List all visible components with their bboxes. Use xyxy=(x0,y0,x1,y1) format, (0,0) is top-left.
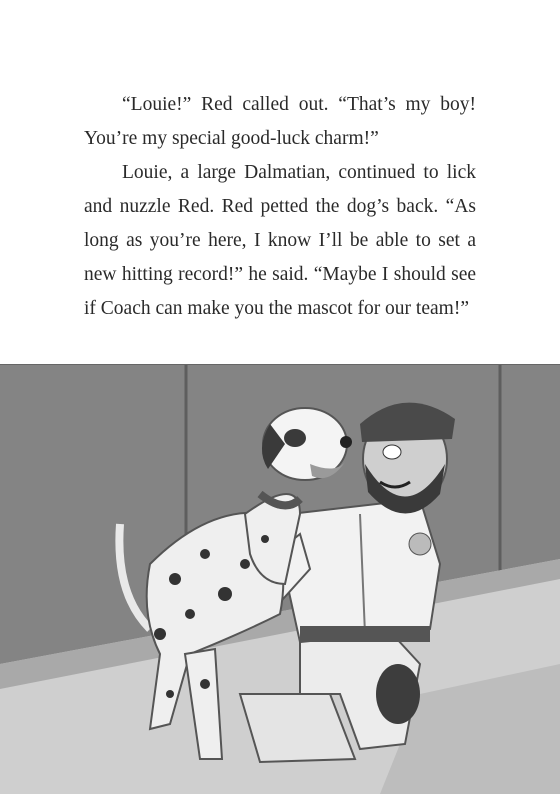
paragraph-2: Louie, a large Dalmatian, continued to lick and nuzzle Red. Red petted the dog’s back. “As long as you’re here, I know I’ll be able to set a new hitting record!” he said. “Maybe I should see if Coach can make you the mascot for our team!” xyxy=(84,162,476,319)
illustration-art xyxy=(0,364,560,794)
story-text xyxy=(84,88,476,326)
dog-and-player-illustration xyxy=(0,364,560,794)
paragraph-1: “Louie!” Red called out. “That’s my boy! You’re my special good-luck charm!” xyxy=(84,94,476,149)
